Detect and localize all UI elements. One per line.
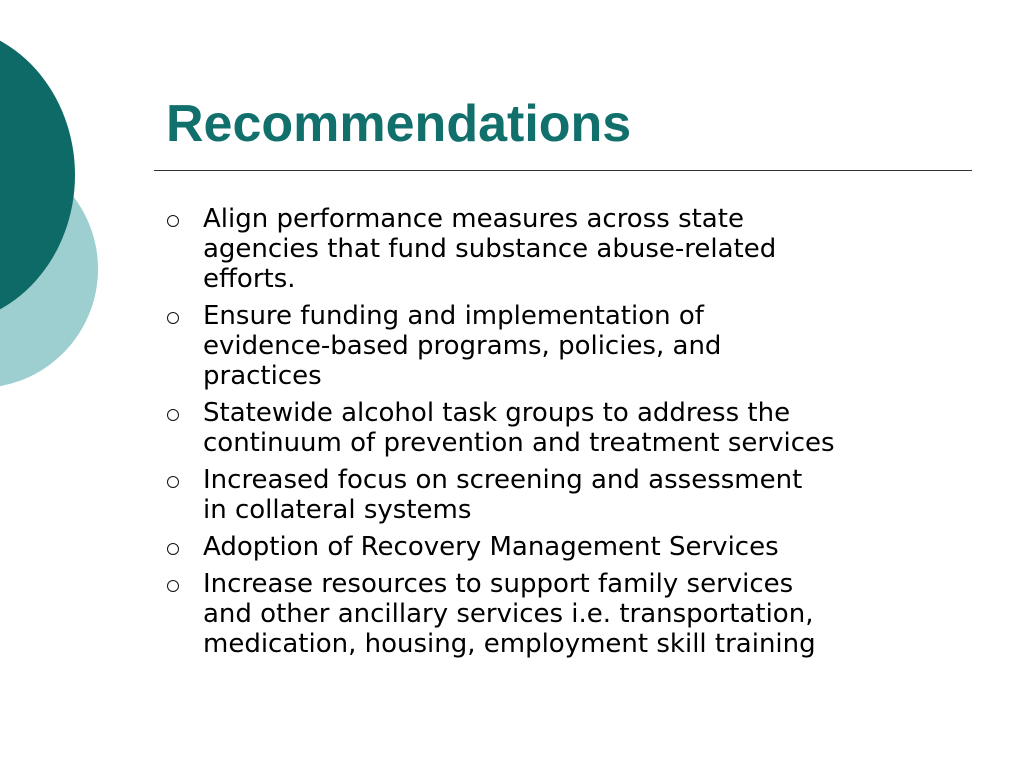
bullet-item — [163, 569, 983, 659]
bullet-text: Adoption of Recovery Management Services — [203, 532, 779, 562]
slide-title: Recommendations — [166, 95, 632, 153]
bullet-item — [163, 465, 983, 525]
bullet-text: Increase resources to support family services and other ancillary services i.e. transportation, medication, housing, employment skill training — [203, 569, 816, 659]
ring-bullet-icon — [163, 301, 203, 331]
ring-bullet-icon — [163, 204, 203, 234]
bullet-item — [163, 301, 983, 391]
ring-bullet-icon — [163, 398, 203, 428]
bullet-item — [163, 532, 983, 562]
title-divider — [154, 170, 972, 171]
bullet-text: Ensure funding and implementation of evidence-based programs, policies, and practices — [203, 301, 722, 391]
ring-bullet-icon — [163, 569, 203, 599]
ring-bullet-icon — [163, 465, 203, 495]
ring-bullet-icon — [163, 532, 203, 562]
bullet-text: Increased focus on screening and assessment in collateral systems — [203, 465, 803, 525]
bullet-item — [163, 398, 983, 458]
bullet-item — [163, 204, 983, 294]
bullet-text: Align performance measures across state agencies that fund substance abuse-related efforts. — [203, 204, 777, 294]
bullet-list — [163, 204, 983, 666]
bullet-text: Statewide alcohol task groups to address the continuum of prevention and treatment services — [203, 398, 835, 458]
